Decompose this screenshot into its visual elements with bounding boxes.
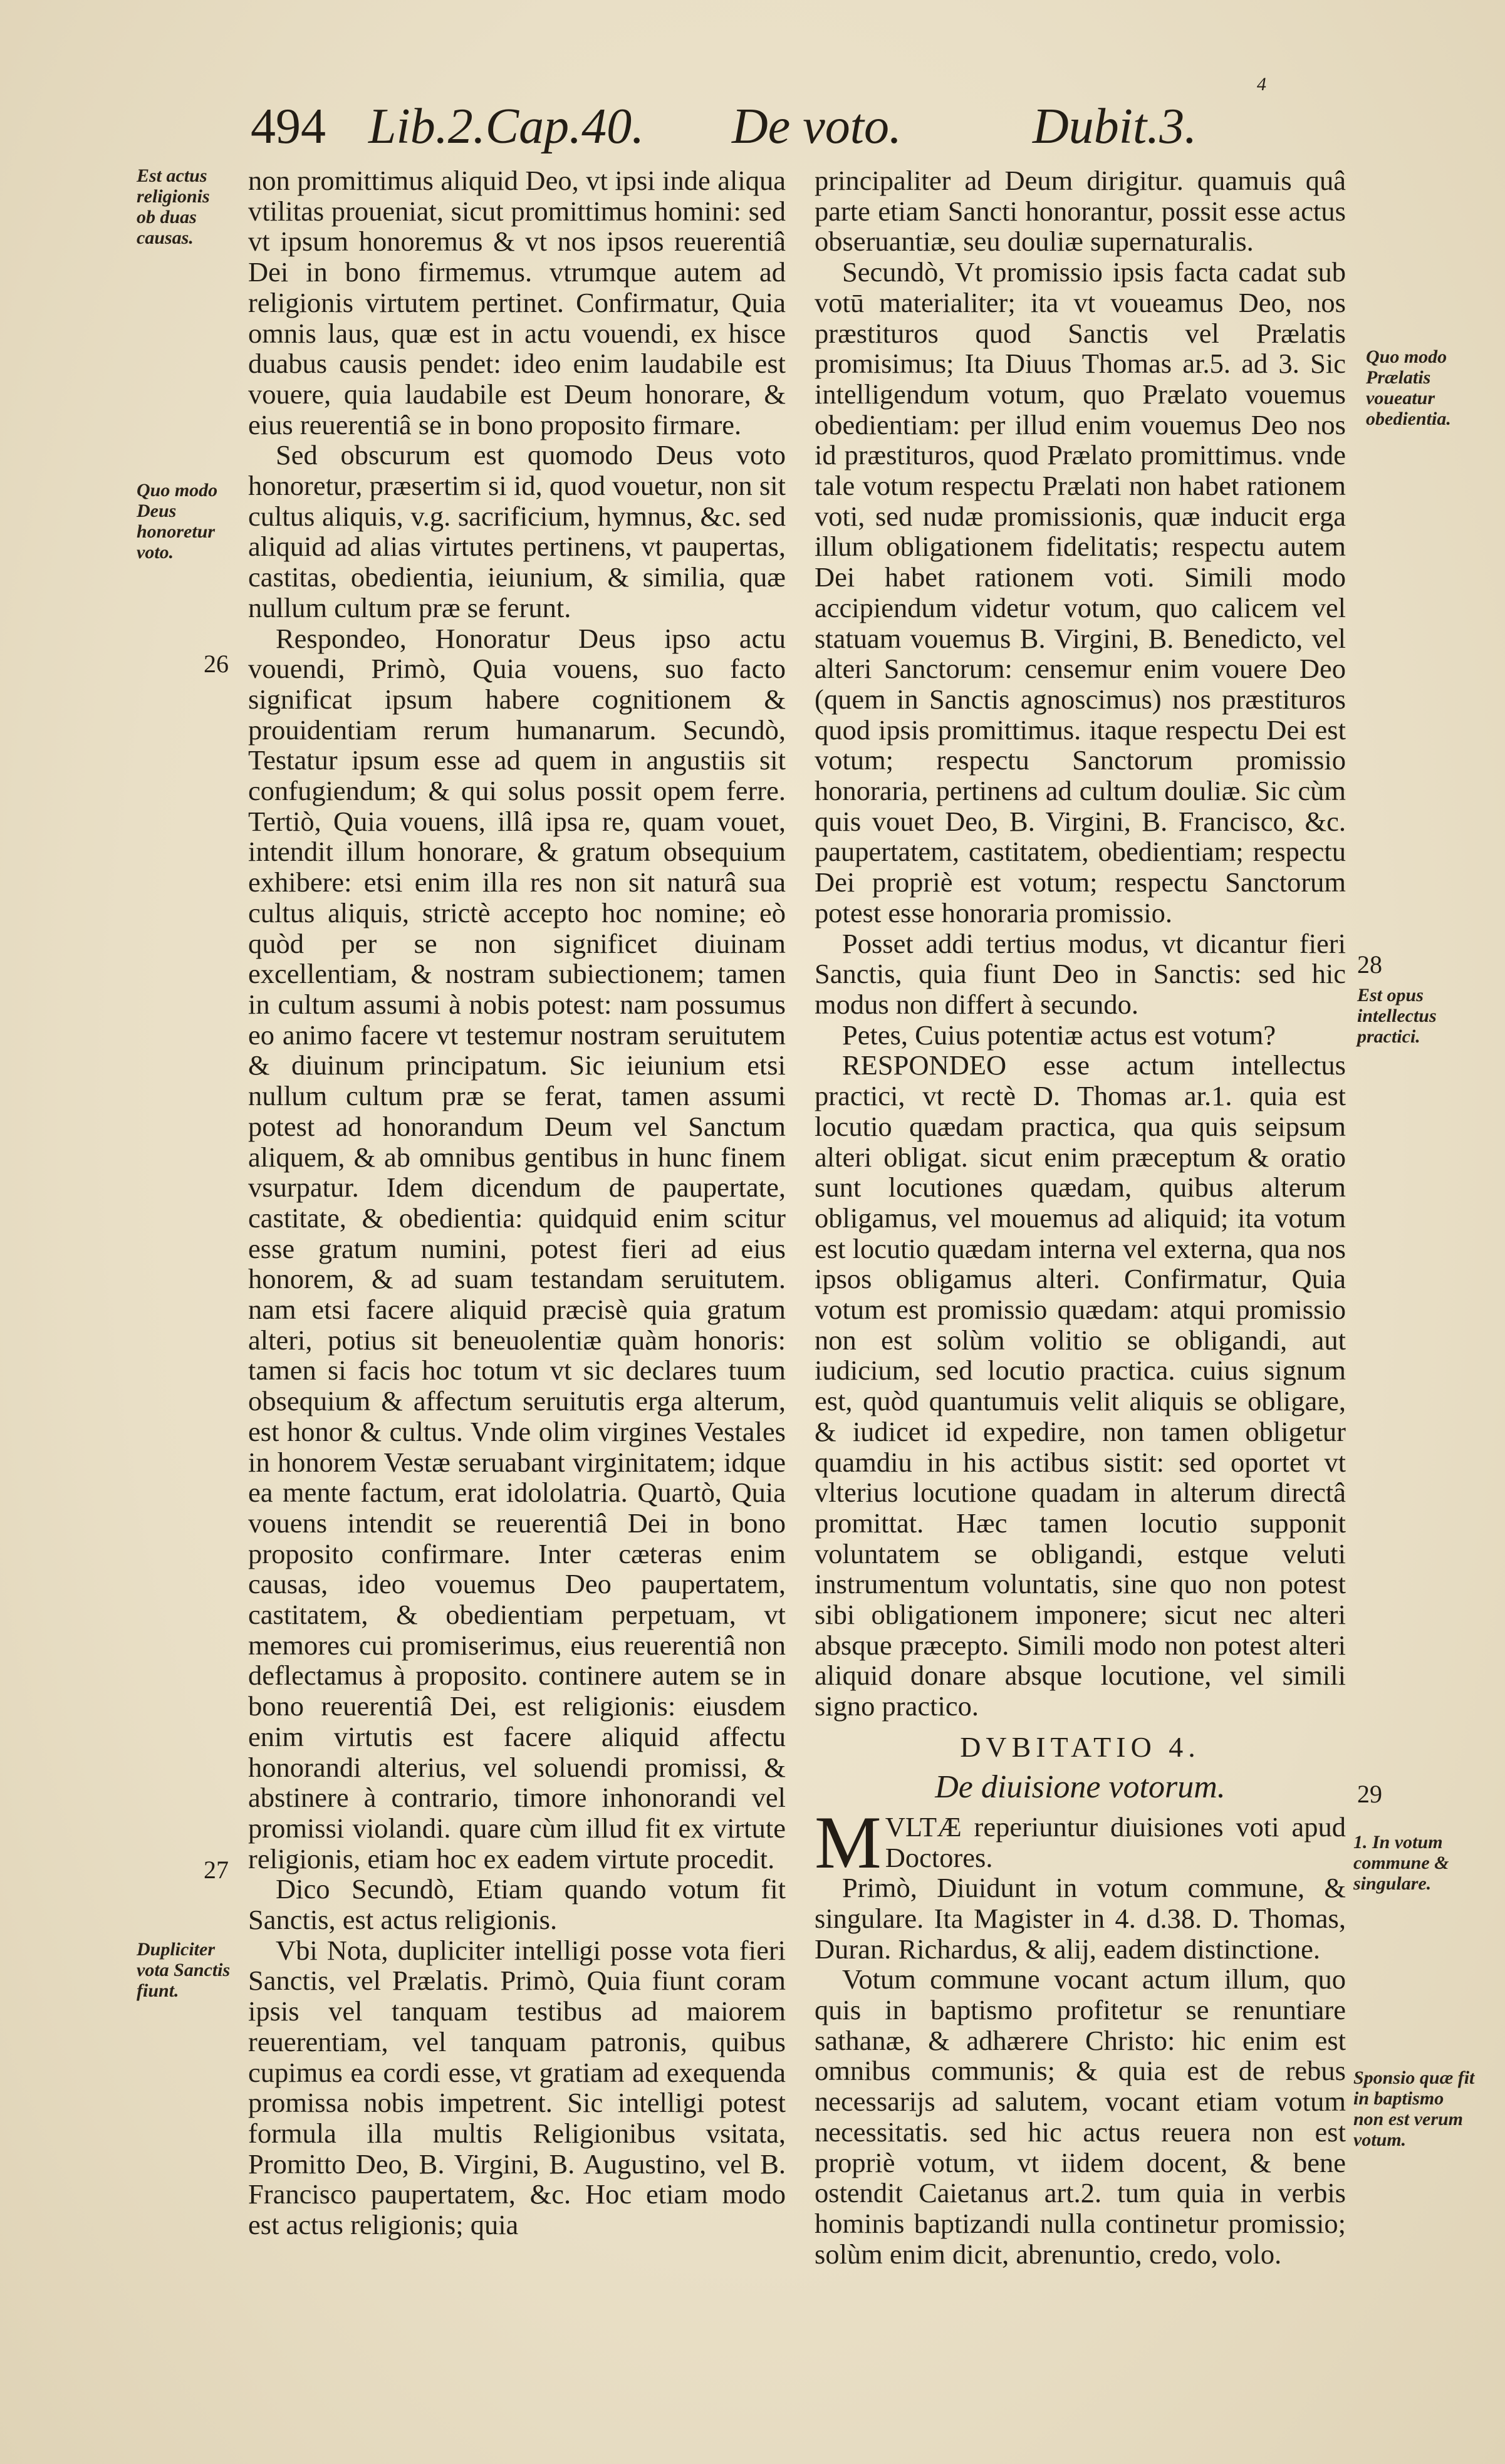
left-column <box>248 165 786 2240</box>
margin-note-left-3: Dupliciter vota Sanctis fiunt. <box>137 1939 231 2001</box>
paragraph: Primò, Diuidunt in votum commune, & singulare. Ita Magister in 4. d.38. D. Thomas, Duran. Richardus, & alij, eadem distinctione. <box>815 1872 1346 1965</box>
margin-note-right-2: Est opus intellectus practici. <box>1357 985 1437 1047</box>
paragraph: MVLTÆ reperiuntur diuisiones voti apud Doctores. <box>815 1800 1346 1884</box>
paragraph-number-26: 26 <box>204 650 229 678</box>
paragraph: Dico Secundò, Etiam quando votum fit Sanctis, est actus religionis. <box>248 1873 786 1936</box>
paragraph-number-28: 28 <box>1357 950 1382 979</box>
right-column <box>815 165 1346 2269</box>
paragraph-number-27: 27 <box>204 1856 229 1884</box>
paragraph: Respondeo, Honoratur Deus ipso actu vouendi, Primò, Quia vouens, suo facto significat ipsum habere cognitionem & prouidentiam rerum humanarum. Secundò, Testatur ipsum esse ad quem in angustiis sit confugiendum; & qui solus possit opem ferre. Tertiò, Quia vouens, illâ ipsa re, quam vouet, intendit illum honorare, & gratum obsequium exhibere: etsi enim illa res non sit naturâ sua cultus aliquis, strictè accepto hoc nomine; eò quòd per se non significet diuinam excellentiam, & nostram subiectionem; tamen in cultum assumi à nobis potest: nam possumus eo animo facere vt testemur nostram seruitutem & diuinum principatum. Sic ieiunium etsi nullum cultum præ se ferat, tamen assumi potest ad honorandum Deum vel Sanctum aliquem, & ab omnibus gentibus in hunc finem vsurpatur. Idem dicendum de paupertate, castitate, & obedientia: quidquid enim scitur esse gratum numini, potest fieri ad eius honorem, & ad suam testandam seruitutem. nam etsi facere aliquid præcisè quia gratum alteri, potius sit beneuolentiæ quàm honoris: tamen si facis hoc totum vt sic declares tuum obsequium & affectum seruitutis erga alterum, est honor & cultus. Vnde olim virgines Vestales in honorem Vestæ seruabant virginitatem; idque ea mente factum, erat idololatria. Quartò, Quia vouens intendit se reuerentiâ Dei in bono proposito confirmare. Inter cæteras enim causas, ideo vouemus Deo paupertatem, castitatem, & obedientiam perpetuam, vt memores cui promiserimus, eius reuerentiâ non deflectamus à proposito. continere autem se in bono reuerentiâ Dei, est religionis: eiusdem enim virtutis est facere aliquid affectu honorandi alterius, vel soluendi promissi, & abstinere à contrario, timore inhonorandi vel promissi violandi. quare cùm illud fit ex virtute religionis, etiam hoc ex eadem virtute procedit. <box>248 622 786 1874</box>
running-header <box>243 95 1409 158</box>
paragraph: non promittimus aliquid Deo, vt ipsi inde aliqua vtilitas proueniat, sicut promittimus homini: sed vt ipsum honoremus & vt nos ipsos reuerentiâ Dei in bono firmemus. vtrumque autem ad religionis virtutem pertinet. Confirmatur, Quia omnis laus, quæ est in actu vouendi, ex hisce duabus causis pendet: ideo enim laudabile est vouere, quia laudabile est Deum honorare, & eius reuerentiâ se in bono proposito firmare. <box>248 165 786 440</box>
paragraph: Secundò, Vt promissio ipsis facta cadat sub votū materialiter; ita vt voueamus Deo, nos præstituros quod Sanctis vel Prælatis promisimus; Ita Diuus Thomas ar.5. ad 3. Sic intelligendum votum, quo Prælato vouemus obedientiam: per illud enim vouemus Deo nos id præstituros, quod Prælato promittimus. vnde tale votum respectu Prælati non habet rationem voti, sed nudæ promissionis, quæ inducit erga illum obligationem fidelitatis; respectu autem Dei habet rationem voti. Simili modo accipiendum videtur votum, quo calicem vel statuam vouemus B. Virgini, B. Benedicto, vel alteri Sanctorum: censemur enim vouere Deo (quem in Sanctis agnoscimus) nos præstituros quod ipsis promittimus. itaque respectu Dei est votum; respectu Sanctorum promissio honoraria, pertinens ad cultum douliæ. Sic cùm quis vouet Deo, B. Virgini, B. Francisco, &c. paupertatem, castitatem, obedientiam; respectu Dei propriè est votum; respectu Sanctorum potest esse honoraria promissio. <box>815 256 1346 928</box>
margin-note-left-1: Est actus religionis ob duas causas. <box>137 165 210 248</box>
section-title: De voto. <box>732 99 902 154</box>
margin-note-right-4: Sponsio quæ fit in baptismo non est verum votum. <box>1353 2067 1475 2150</box>
dubitatio-heading: DVBITATIO 4. <box>960 1730 1200 1763</box>
margin-note-left-2: Quo modo Deus honoretur voto. <box>137 480 218 563</box>
margin-note-right-1: Quo modo Prælatis voueatur obedientia. <box>1366 346 1451 429</box>
dubitatio-subtitle: De diuisione votorum. <box>935 1769 1226 1805</box>
paragraph: Votum commune vocant actum illum, quo quis in baptismo profitetur se renuntiare sathanæ, & adhærere Christo: hic enim est omnibus communis; & quia est de rebus necessarijs ad salutem, vocant etiam votum necessitatis. sed hic actus reuera non est propriè votum, vt iidem docent, & bene ostendit Caietanus art.2. tum quia in verbis hominis baptizandi nulla continetur promissio; solùm enim dicit, abrenuntio, credo, volo. <box>815 1963 1346 2270</box>
running-title: Lib.2.Cap.40. <box>368 99 645 154</box>
paragraph-number-29: 29 <box>1357 1780 1382 1808</box>
paragraph: principaliter ad Deum dirigitur. quamuis quâ parte etiam Sancti honorantur, possit esse actus obseruantiæ, seu douliæ supernaturalis. <box>815 165 1346 257</box>
page-number: 494 <box>251 99 326 154</box>
paragraph: Vbi Nota, dupliciter intelligi posse vota fieri Sanctis, vel Prælatis. Primò, Quia fiunt coram ipsis vel tanquam testibus ad maiorem reuerentiam, vel tanquam patronis, quibus cupimus ea cordi esse, vt gratiam ad exequenda promissa nobis impetrent. Sic intelligi potest formula illa multis Religionibus vsitata, Promitto Deo, B. Virgini, B. Augustino, vel B. Francisco paupertatem, &c. Hoc etiam modo est actus religionis; quia <box>248 1934 786 2241</box>
paragraph: Sed obscurum est quomodo Deus voto honoretur, præsertim si id, quod vouetur, non sit cultus aliquis, v.g. sacrificium, hymnus, &c. sed aliquid ad alias virtutes pertinens, vt paupertas, castitas, obedientia, ieiunium, & similia, quæ nullum cultum præ se ferunt. <box>248 439 786 623</box>
corner-mark: 4 <box>1257 74 1266 95</box>
paragraph: Posset addi tertius modus, vt dicantur fieri Sanctis, quia fiunt Deo in Sanctis: sed hic modus non differt à secundo. <box>815 927 1346 1020</box>
dubitatio-label: Dubit.3. <box>1033 99 1197 154</box>
paragraph: Petes, Cuius potentiæ actus est votum? <box>842 1019 1276 1051</box>
margin-note-right-3: 1. In votum commune & singulare. <box>1353 1832 1449 1894</box>
paragraph: RESPONDEO esse actum intellectus practici, vt rectè D. Thomas ar.1. quia est locutio quædam practica, qua quis seipsum alteri obligat. sicut enim præceptum & oratio sunt locutiones quædam, quibus alterum obligamus, vel mouemus ad aliquid; ita votum est locutio quædam interna vel externa, qua nos ipsos obligamus alteri. Confirmatur, Quia votum est promissio quædam: atqui promissio non est solùm volitio se obligandi, aut iudicium, sed locutio practica. cuius signum est, quòd quantumuis velit aliquis se obligare, & iudicet id expedire, non tamen obligetur quamdiu in his actibus sistit: sed oportet vt vlterius locutione quadam in alterum directâ promittat. Hæc tamen locutio supponit voluntatem se obligandi, estque veluti instrumentum voluntatis, sine quo non potest sibi obligationem imponere; sicut nec alteri absque præcepto. Simili modo non potest alteri aliquid donare absque locutione, vel simili signo practico. <box>815 1049 1346 1722</box>
